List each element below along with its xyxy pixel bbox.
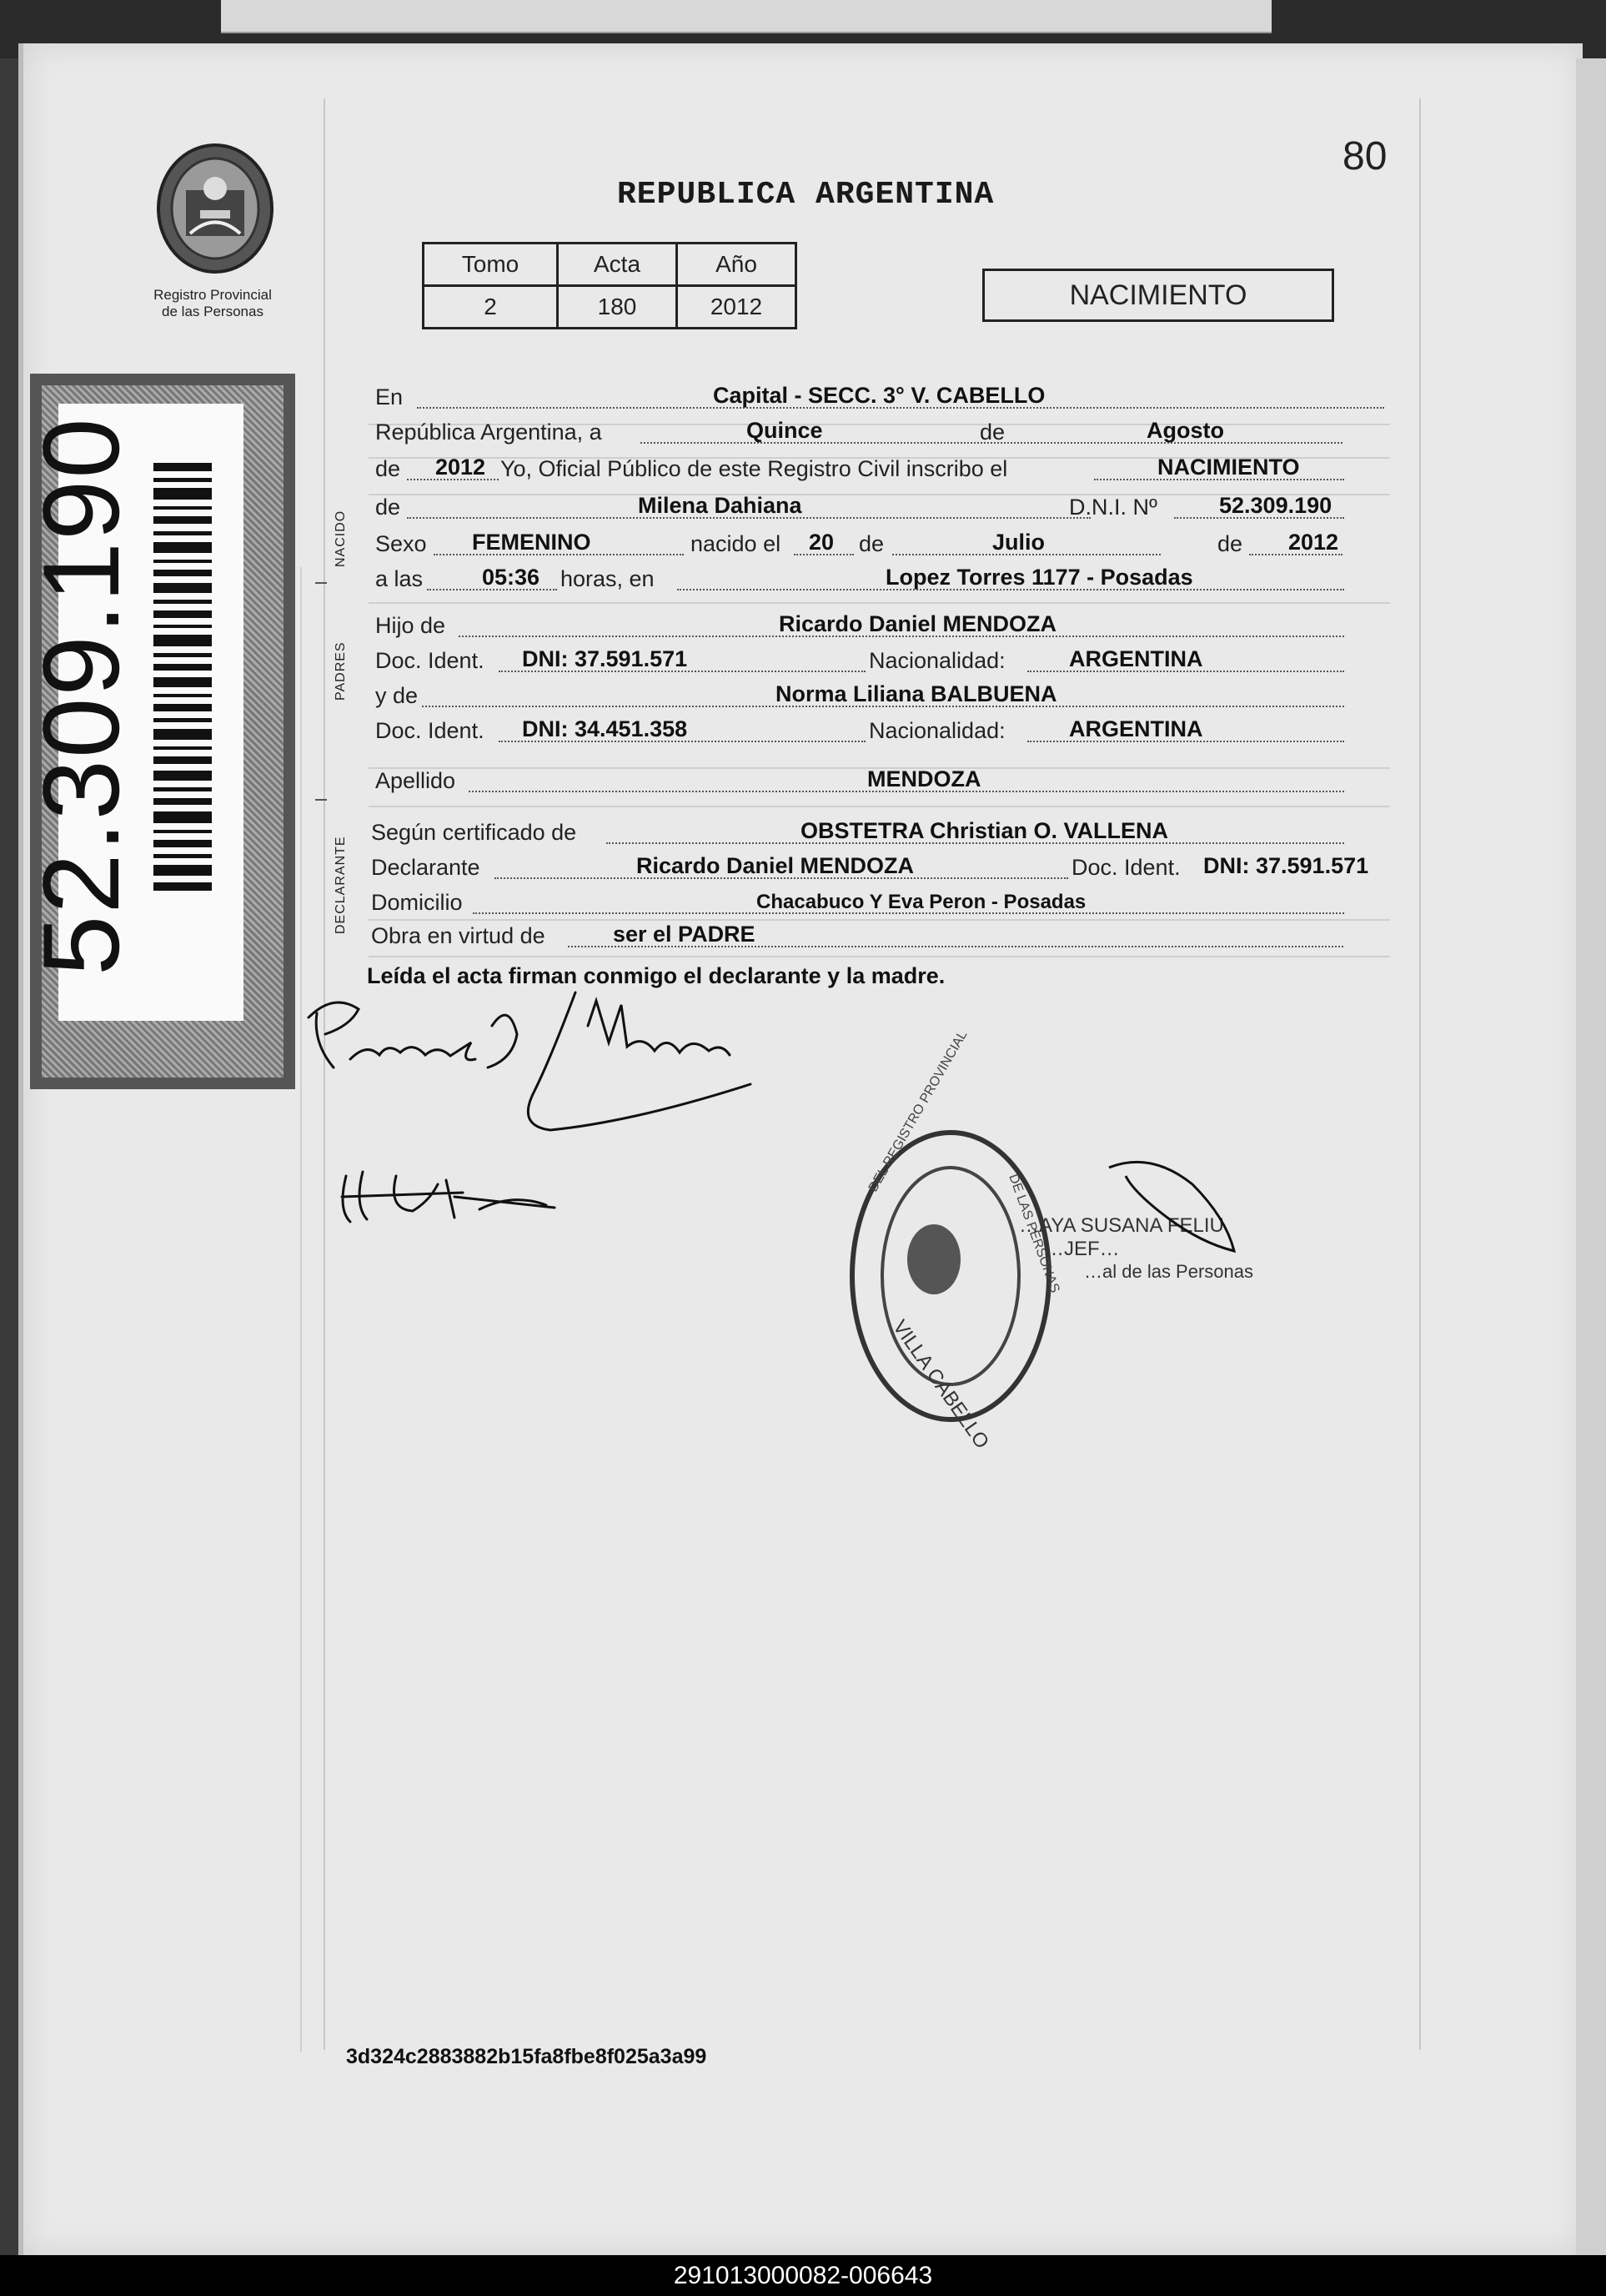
row-rule: [369, 806, 1390, 807]
official-office: …al de las Personas: [1084, 1261, 1253, 1282]
line-hora: [375, 560, 1388, 595]
adjacent-page-edge: [221, 0, 1272, 33]
official-name: …AYA SUSANA FELIU: [1019, 1214, 1224, 1237]
registry-table: [422, 242, 797, 329]
line-certificado: [371, 814, 1388, 849]
value-anio: 2012: [435, 455, 486, 480]
official-signature-icon: [1101, 1151, 1251, 1276]
value-mes-nac: Julio: [992, 530, 1046, 555]
value-dia-texto: Quince: [746, 418, 823, 443]
value-obra: ser el PADRE: [613, 922, 755, 947]
value-apellido: MENDOZA: [867, 766, 981, 791]
label-apellido: Apellido: [375, 768, 456, 793]
value-anio-nac: 2012: [1288, 530, 1339, 555]
registry-tomo: 2: [424, 286, 558, 329]
seal-caption: [125, 287, 300, 320]
seal-caption-line-2: de las Personas: [162, 304, 263, 319]
value-hora: 05:36: [482, 565, 540, 590]
label-dni-nro: D.N.I. Nº: [1069, 495, 1157, 520]
official-title: …JEF…: [1044, 1238, 1120, 1260]
line-apellido: [375, 762, 1388, 797]
value-madre: Norma Liliana BALBUENA: [775, 681, 1057, 706]
read-statement: Leída el acta firman conmigo el declarante y la madre.: [367, 963, 946, 988]
value-tipo: NACIMIENTO: [1157, 455, 1300, 480]
document-title: REPUBLICA ARGENTINA: [617, 177, 995, 213]
registry-anio: 2012: [677, 286, 796, 329]
document-hash: 3d324c2883882b15fa8fbe8f025a3a99: [346, 2045, 707, 2068]
label-de-anio: de: [375, 456, 401, 481]
label-obra-en-virtud: Obra en virtud de: [371, 923, 545, 948]
line-declarante: [371, 849, 1388, 884]
line-nombre: [375, 489, 1388, 524]
footer-id: 291013000082-006643: [673, 2262, 933, 2289]
side-divider-1: [315, 582, 327, 584]
label-doc-ident-2: Doc. Ident.: [375, 718, 484, 743]
label-sexo: Sexo: [375, 531, 427, 556]
label-horas-en: horas, en: [560, 566, 655, 591]
act-type-box: NACIMIENTO: [982, 269, 1334, 322]
barcode-number: 52.309.190: [20, 416, 142, 976]
label-hijo-de: Hijo de: [375, 613, 446, 638]
margin-rule: [300, 567, 302, 2052]
side-label-padres: PADRES: [334, 641, 348, 701]
label-de-dia: de: [859, 531, 885, 556]
label-doc-ident-3: Doc. Ident.: [1072, 855, 1181, 880]
value-dni: 52.309.190: [1219, 493, 1332, 518]
line-madre: [375, 677, 1388, 712]
footer-id-bar: [0, 2255, 1606, 2296]
stamp-text-personas: DE LAS PERSONAS: [1006, 1172, 1062, 1295]
value-padre: Ricardo Daniel MENDOZA: [779, 611, 1057, 636]
value-certificado: OBSTETRA Christian O. VALLENA: [800, 818, 1169, 843]
registry-value-row: [424, 286, 796, 329]
line-obra: [371, 917, 1388, 952]
label-nacido-el: nacido el: [690, 531, 781, 556]
official-stamp-icon: [842, 1028, 1062, 1454]
declarant-signature-icon: [300, 976, 767, 1143]
side-label-declarante: DECLARANTE: [334, 836, 348, 934]
stamp-text-villa-cabello: VILLA CABELLO: [888, 1315, 994, 1454]
label-doc-ident-1: Doc. Ident.: [375, 648, 484, 673]
mother-signature-icon: [329, 1159, 571, 1234]
line-doc-madre: [375, 712, 1388, 747]
label-inscribo: Yo, Oficial Público de este Registro Civil inscribo el: [500, 456, 1008, 481]
label-y-de: y de: [375, 683, 419, 708]
value-mes: Agosto: [1147, 418, 1224, 443]
stamp-text-registro: DEL REGISTRO PROVINCIAL: [866, 1028, 971, 1194]
provincial-seal-icon: [148, 140, 282, 278]
row-rule: [369, 956, 1390, 957]
page-edge: [1576, 58, 1606, 2255]
line-sexo: [375, 525, 1388, 560]
value-nombre: Milena Dahiana: [638, 493, 802, 518]
label-de-nombre: de: [375, 495, 401, 520]
label-nacionalidad-2: Nacionalidad:: [869, 718, 1006, 743]
value-domicilio: Chacabuco Y Eva Peron - Posadas: [756, 891, 1087, 913]
value-dni-padre: DNI: 37.591.571: [522, 646, 688, 671]
value-lugar-nac: Lopez Torres 1177 - Posadas: [886, 565, 1193, 590]
label-republica: República Argentina, a: [375, 420, 602, 445]
value-nac-padre: ARGENTINA: [1069, 646, 1203, 671]
registry-header-row: [424, 244, 796, 286]
side-label-nacido: NACIDO: [334, 510, 348, 567]
value-dia-nac: 20: [809, 530, 835, 555]
value-dni-declarante: DNI: 37.591.571: [1203, 853, 1369, 878]
line-doc-padre: [375, 642, 1388, 677]
registry-header-anio: Año: [677, 244, 796, 286]
label-nacionalidad-1: Nacionalidad:: [869, 648, 1006, 673]
side-divider-2: [315, 799, 327, 801]
label-en: En: [375, 384, 404, 409]
label-segun-certificado: Según certificado de: [371, 820, 577, 845]
label-de-anio2: de: [1217, 531, 1243, 556]
registry-header-acta: Acta: [558, 244, 677, 286]
line-domicilio: [371, 884, 1388, 919]
label-a-las: a las: [375, 566, 424, 591]
registry-header-tomo: Tomo: [424, 244, 558, 286]
value-nac-madre: ARGENTINA: [1069, 716, 1203, 741]
row-rule: [369, 602, 1390, 604]
registry-acta: 180: [558, 286, 677, 329]
label-de-mes: de: [980, 420, 1006, 445]
value-declarante: Ricardo Daniel MENDOZA: [636, 853, 915, 878]
line-en: [375, 379, 1388, 414]
label-domicilio: Domicilio: [371, 890, 463, 915]
line-inscripcion: [375, 450, 1388, 485]
page-number: 80: [1343, 134, 1388, 178]
line-republica: [375, 414, 1388, 449]
barcode-icon: [153, 463, 212, 897]
value-dni-madre: DNI: 34.451.358: [522, 716, 688, 741]
label-declarante: Declarante: [371, 855, 480, 880]
seal-caption-line-1: Registro Provincial: [153, 287, 272, 303]
value-lugar: Capital - SECC. 3° V. CABELLO: [713, 383, 1046, 408]
line-padre: [375, 607, 1388, 642]
value-sexo: FEMENINO: [472, 530, 591, 555]
